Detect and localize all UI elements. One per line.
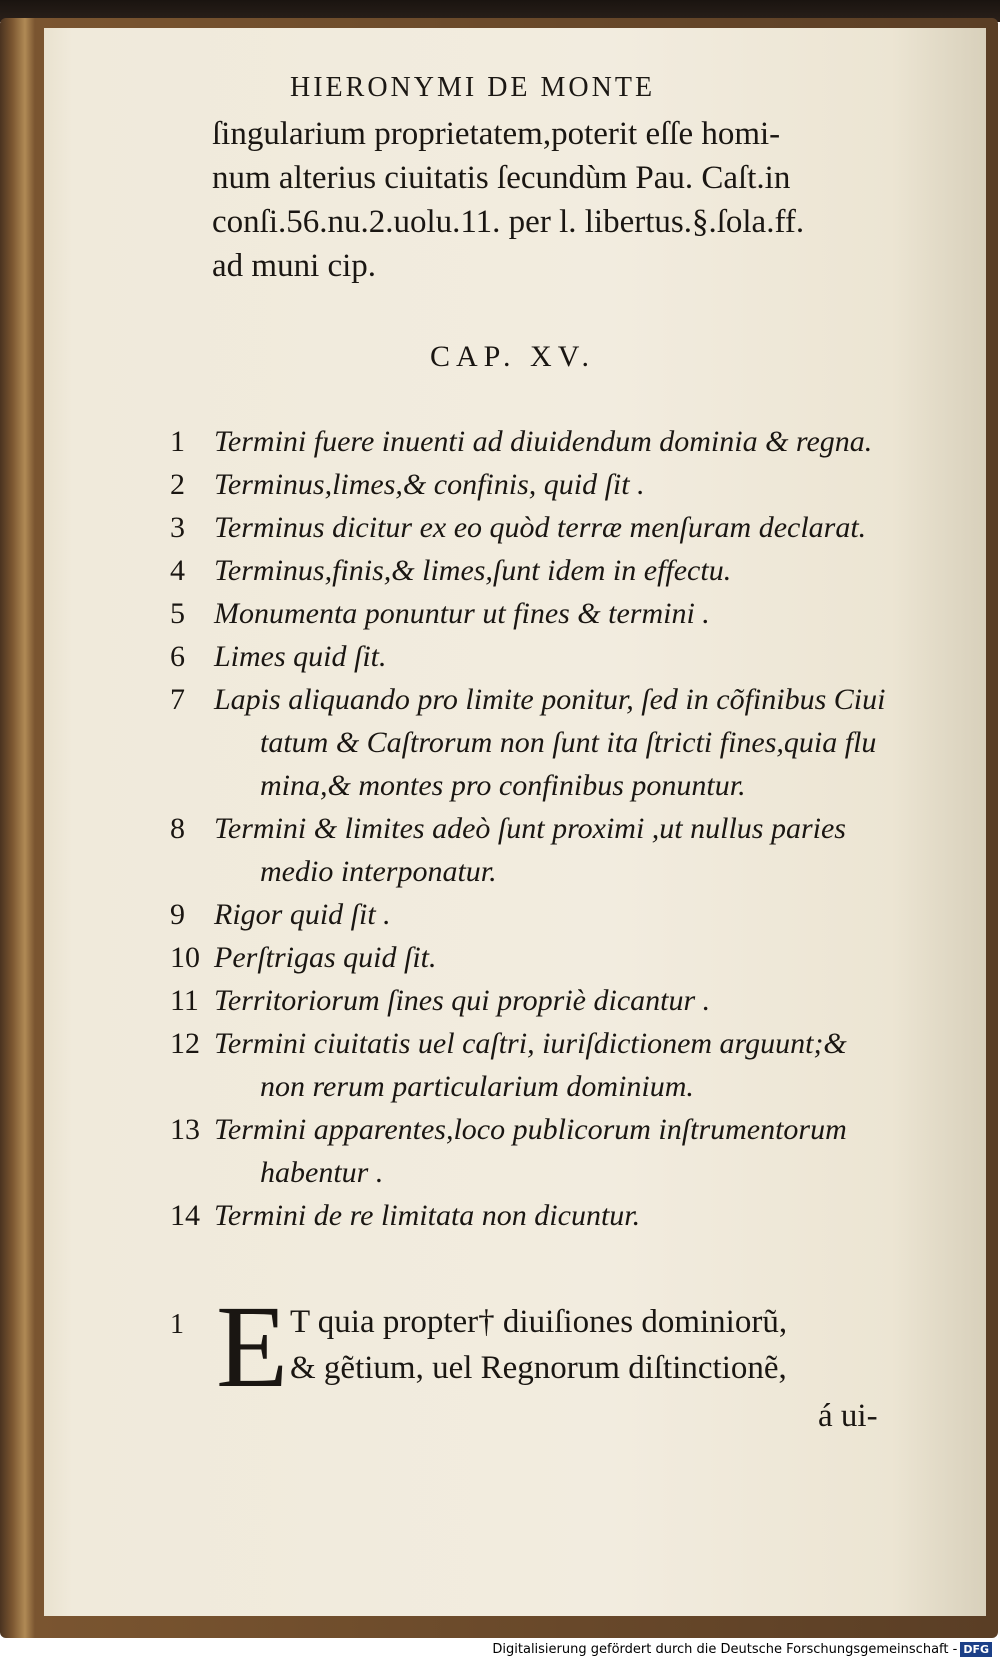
summary-item-text: Terminus dicitur ex eo quòd terræ menſuram declarat. <box>214 511 867 544</box>
summary-item-text: Terminus,finis,& limes,ſunt idem in effectu. <box>214 554 732 587</box>
summary-item-number: 10 <box>170 941 200 974</box>
dfg-logo: DFG <box>960 1642 992 1657</box>
summary-item-text: Limes quid ſit. <box>214 640 387 673</box>
text-line: num alterius ciuitatis ſecundùm Pau. Caſt.in <box>212 160 791 196</box>
summary-item-number: 9 <box>170 898 185 931</box>
summary-item <box>170 807 940 893</box>
summary-item-number: 6 <box>170 640 185 673</box>
summary-item <box>170 1108 940 1194</box>
text-line: T quia propter† diuiſiones dominiorũ, <box>290 1304 788 1340</box>
summary-item <box>170 893 940 936</box>
summary-item-text: tatum & Caſtrorum non ſunt ita ſtricti fines,quia flu <box>260 726 877 759</box>
paragraph-number: 1 <box>170 1309 184 1340</box>
footer-text: Digitalisierung gefördert durch die Deutsche Forschungsgemeinschaft - <box>492 1642 958 1657</box>
summary-item <box>170 678 940 807</box>
summary-item-text: Termini de re limitata non dicuntur. <box>214 1199 641 1232</box>
summary-item-text: Termini & limites adeò ſunt proximi ,ut nullus paries <box>214 812 846 845</box>
summary-item-number: 8 <box>170 812 185 845</box>
chapter-summary-list <box>170 420 940 1237</box>
summary-item-text: Terminus,limes,& confinis, quid ſit . <box>214 468 645 501</box>
summary-item-text: non rerum particularium dominium. <box>260 1070 694 1103</box>
summary-item-number: 5 <box>170 597 185 630</box>
summary-item <box>170 420 940 463</box>
summary-item <box>170 1194 940 1237</box>
summary-item-text: habentur . <box>260 1156 384 1189</box>
running-head: HIERONYMI DE MONTE <box>290 72 656 103</box>
summary-item-text: Termini ciuitatis uel caſtri, iuriſdictionem arguunt;& <box>214 1027 847 1060</box>
summary-item <box>170 979 940 1022</box>
summary-item <box>170 506 940 549</box>
summary-item-text: mina,& montes pro confinibus ponuntur. <box>260 769 746 802</box>
summary-item-text: Perſtrigas quid ſit. <box>214 941 437 974</box>
summary-item <box>170 592 940 635</box>
footer-credit <box>492 1642 992 1657</box>
summary-item-text: Monumenta ponuntur ut fines & termini . <box>214 597 710 630</box>
summary-item <box>170 463 940 506</box>
summary-item <box>170 936 940 979</box>
text-line: conſi.56.nu.2.uolu.11. per l. libertus.§.ſola.ff. <box>212 204 805 240</box>
drop-cap-initial: E <box>216 1281 289 1412</box>
text-line: ad muni cip. <box>212 248 377 284</box>
summary-item-text: Rigor quid ſit . <box>214 898 391 931</box>
summary-item-text: Termini apparentes,loco publicorum inſtrumentorum <box>214 1113 847 1146</box>
summary-item <box>170 1022 940 1108</box>
text-line: & gẽtium, uel Regnorum diſtinctionẽ, <box>290 1350 787 1386</box>
summary-item-number: 11 <box>170 984 199 1017</box>
summary-item <box>170 549 940 592</box>
summary-item-text: Lapis aliquando pro limite ponitur, ſed in cõfinibus Ciui <box>214 683 886 716</box>
chapter-heading: CAP. XV. <box>430 340 595 373</box>
text-line: á ui- <box>818 1398 878 1434</box>
summary-item-text: medio interponatur. <box>260 855 497 888</box>
summary-item-number: 1 <box>170 425 185 458</box>
summary-item-number: 14 <box>170 1199 200 1232</box>
opening-paragraph <box>212 112 932 288</box>
summary-item-text: Termini fuere inuenti ad diuidendum dominia & regna. <box>214 425 873 458</box>
summary-item-number: 13 <box>170 1113 200 1146</box>
summary-item-text: Territoriorum ſines qui propriè dicantur . <box>214 984 711 1017</box>
summary-item-number: 12 <box>170 1027 200 1060</box>
summary-item-number: 3 <box>170 511 185 544</box>
summary-item <box>170 635 940 678</box>
summary-item-number: 4 <box>170 554 185 587</box>
summary-item-number: 2 <box>170 468 185 501</box>
text-line: ſingularium proprietatem,poterit eſſe homi- <box>212 116 781 152</box>
summary-item-number: 7 <box>170 683 185 716</box>
